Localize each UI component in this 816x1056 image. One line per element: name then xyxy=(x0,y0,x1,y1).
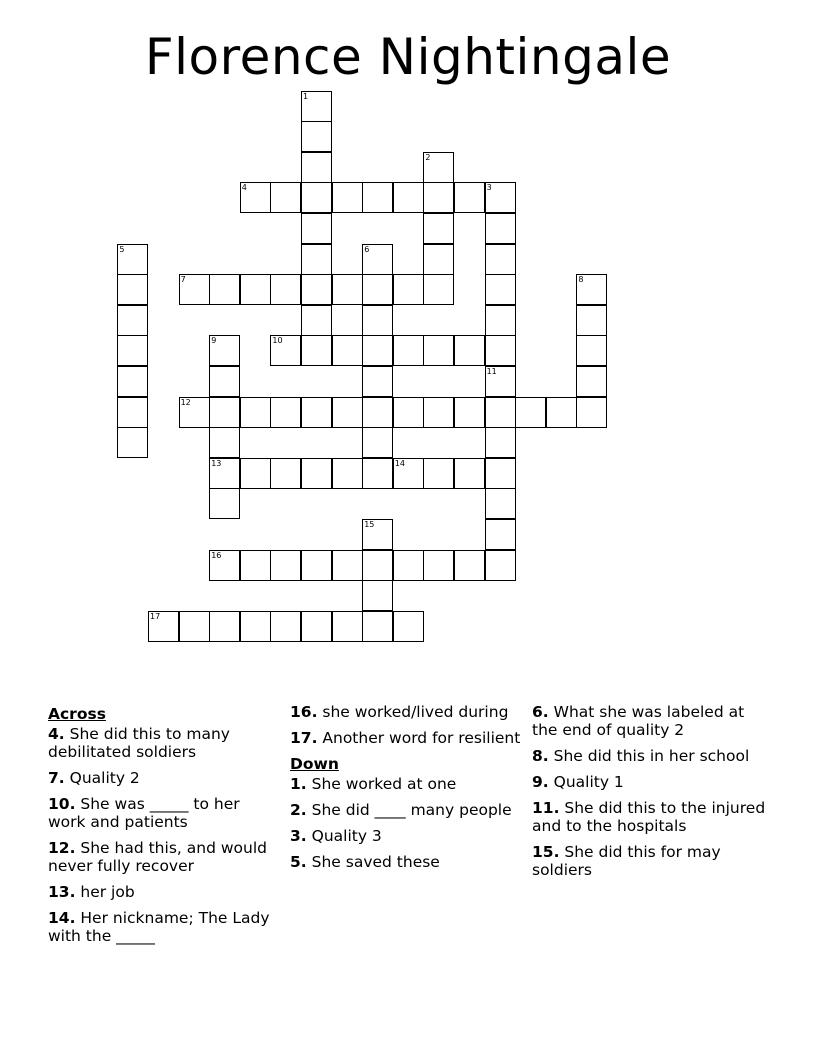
clue-number: 8 xyxy=(578,275,584,285)
grid-cell[interactable] xyxy=(485,274,516,305)
across-clue xyxy=(48,909,280,945)
grid-cell[interactable] xyxy=(362,458,393,489)
across-clue-list xyxy=(48,725,280,945)
grid-cell[interactable] xyxy=(485,335,516,366)
clue-number-label: 3. xyxy=(290,827,307,845)
grid-cell[interactable] xyxy=(393,397,424,428)
across-clue xyxy=(48,883,280,901)
grid-cell[interactable] xyxy=(332,458,363,489)
grid-cell[interactable] xyxy=(301,397,332,428)
grid-cell[interactable] xyxy=(576,366,607,397)
clue-number: 6 xyxy=(364,244,370,254)
grid-cell[interactable] xyxy=(423,213,454,244)
grid-cell[interactable] xyxy=(301,274,332,305)
grid-cell[interactable] xyxy=(515,397,546,428)
clue-text: Quality 1 xyxy=(548,773,624,791)
clue-number: 9 xyxy=(211,336,217,346)
clue-text: Another word for resilient xyxy=(317,729,521,747)
grid-cell[interactable] xyxy=(423,182,454,213)
clue-text: She worked at one xyxy=(306,775,457,793)
grid-cell[interactable] xyxy=(240,458,271,489)
clue-text: She did ____ many people xyxy=(306,801,512,819)
grid-cell[interactable] xyxy=(117,305,148,336)
grid-cell[interactable] xyxy=(393,274,424,305)
grid-cell[interactable] xyxy=(301,213,332,244)
grid-cell[interactable] xyxy=(209,550,240,581)
across-clue xyxy=(290,729,522,747)
clues-column-1 xyxy=(48,703,280,953)
grid-cell[interactable] xyxy=(209,611,240,642)
across-clue xyxy=(48,839,280,875)
clue-number-label: 16. xyxy=(290,703,318,721)
clue-number-label: 6. xyxy=(532,703,549,721)
clue-number: 4 xyxy=(241,183,247,193)
grid-cell[interactable] xyxy=(362,366,393,397)
grid-cell[interactable] xyxy=(270,335,301,366)
grid-cell[interactable] xyxy=(117,244,148,275)
down-clue-list xyxy=(290,775,522,871)
clue-text: She did this to many debilitated soldiers xyxy=(48,725,230,761)
grid-cell[interactable] xyxy=(270,182,301,213)
grid-cell[interactable] xyxy=(209,427,240,458)
grid-cell[interactable] xyxy=(301,550,332,581)
grid-cell[interactable] xyxy=(179,397,210,428)
down-clue xyxy=(532,703,768,739)
clue-number-label: 12. xyxy=(48,839,76,857)
grid-cell[interactable] xyxy=(362,427,393,458)
clue-number-label: 15. xyxy=(532,843,560,861)
grid-cell[interactable] xyxy=(362,580,393,611)
clue-number: 16 xyxy=(211,550,222,560)
clues-column-3 xyxy=(532,703,768,887)
grid-cell[interactable] xyxy=(485,397,516,428)
grid-cell[interactable] xyxy=(117,427,148,458)
grid-cell[interactable] xyxy=(301,335,332,366)
grid-cell[interactable] xyxy=(423,244,454,275)
grid-cell[interactable] xyxy=(209,488,240,519)
grid-cell[interactable] xyxy=(240,397,271,428)
grid-cell[interactable] xyxy=(485,366,516,397)
grid-cell[interactable] xyxy=(240,550,271,581)
grid-cell[interactable] xyxy=(393,182,424,213)
down-clue xyxy=(290,827,522,845)
grid-cell[interactable] xyxy=(362,550,393,581)
grid-cell[interactable] xyxy=(576,274,607,305)
grid-cell[interactable] xyxy=(454,458,485,489)
grid-cell[interactable] xyxy=(240,274,271,305)
grid-cell[interactable] xyxy=(393,611,424,642)
clue-number-label: 10. xyxy=(48,795,76,813)
grid-cell[interactable] xyxy=(209,335,240,366)
grid-cell[interactable] xyxy=(209,397,240,428)
grid-cell[interactable] xyxy=(270,611,301,642)
grid-cell[interactable] xyxy=(332,397,363,428)
clue-text: Quality 3 xyxy=(306,827,382,845)
grid-cell[interactable] xyxy=(454,335,485,366)
grid-cell[interactable] xyxy=(362,305,393,336)
grid-cell[interactable] xyxy=(454,397,485,428)
grid-cell[interactable] xyxy=(332,335,363,366)
clue-number-label: 17. xyxy=(290,729,318,747)
clue-number: 17 xyxy=(150,611,161,621)
clue-text: She did this to the injured and to the hospitals xyxy=(532,799,766,835)
clue-number: 15 xyxy=(364,520,375,529)
grid-cell[interactable] xyxy=(485,550,516,581)
clue-text: She did this in her school xyxy=(548,747,750,765)
grid-cell[interactable] xyxy=(423,397,454,428)
grid-cell[interactable] xyxy=(301,458,332,489)
clue-number-label: 9. xyxy=(532,773,549,791)
clue-number-label: 14. xyxy=(48,909,76,927)
grid-cell[interactable] xyxy=(332,550,363,581)
grid-cell[interactable] xyxy=(485,244,516,275)
clue-number-label: 13. xyxy=(48,883,76,901)
clue-number: 2 xyxy=(425,152,431,162)
grid-cell[interactable] xyxy=(362,182,393,213)
clue-number: 10 xyxy=(272,336,283,346)
clue-number-label: 2. xyxy=(290,801,307,819)
grid-cell[interactable] xyxy=(240,182,271,213)
grid-cell[interactable] xyxy=(485,182,516,213)
grid-cell[interactable] xyxy=(270,550,301,581)
down-heading: Down xyxy=(290,755,339,773)
grid-cell[interactable] xyxy=(362,335,393,366)
clue-number-label: 8. xyxy=(532,747,549,765)
across-clue xyxy=(290,703,522,721)
grid-cell[interactable] xyxy=(546,397,577,428)
clue-number-label: 4. xyxy=(48,725,65,743)
clue-text: Quality 2 xyxy=(64,769,140,787)
page-title: Florence Nightingale xyxy=(144,28,672,86)
grid-cell[interactable] xyxy=(117,366,148,397)
down-clue xyxy=(290,853,522,871)
across-clue xyxy=(48,795,280,831)
grid-cell[interactable] xyxy=(179,274,210,305)
down-clue xyxy=(532,747,768,765)
clue-number: 3 xyxy=(486,183,492,193)
down-clue xyxy=(290,775,522,793)
grid-cell[interactable] xyxy=(423,274,454,305)
clue-number: 13 xyxy=(211,458,222,468)
grid-cell[interactable] xyxy=(117,397,148,428)
across-heading: Across xyxy=(48,705,106,723)
grid-cell[interactable] xyxy=(301,244,332,275)
clues-column-2 xyxy=(290,703,522,879)
grid-cell[interactable] xyxy=(209,458,240,489)
clue-text: She did this for may soldiers xyxy=(532,843,721,879)
grid-cell[interactable] xyxy=(270,274,301,305)
grid-cell[interactable] xyxy=(454,550,485,581)
grid-cell[interactable] xyxy=(362,274,393,305)
clue-text: She was _____ to her work and patients xyxy=(48,795,240,831)
grid-cell[interactable] xyxy=(301,182,332,213)
grid-cell[interactable] xyxy=(240,611,271,642)
clue-number: 11 xyxy=(486,367,497,376)
grid-cell[interactable] xyxy=(362,397,393,428)
grid-cell[interactable] xyxy=(270,397,301,428)
grid-cell[interactable] xyxy=(117,274,148,305)
grid-cell[interactable] xyxy=(423,458,454,489)
clue-number-label: 11. xyxy=(532,799,560,817)
grid-cell[interactable] xyxy=(209,274,240,305)
across-clue xyxy=(48,725,280,761)
clue-number-label: 1. xyxy=(290,775,307,793)
down-clue xyxy=(532,799,768,835)
grid-cell[interactable] xyxy=(209,366,240,397)
grid-cell[interactable] xyxy=(117,335,148,366)
clue-text: Her nickname; The Lady with the _____ xyxy=(48,909,270,945)
clue-number-label: 5. xyxy=(290,853,307,871)
grid-cell[interactable] xyxy=(393,550,424,581)
clue-text: her job xyxy=(75,883,135,901)
grid-cell[interactable] xyxy=(332,611,363,642)
grid-cell[interactable] xyxy=(576,397,607,428)
clue-text: She saved these xyxy=(306,853,440,871)
grid-cell[interactable] xyxy=(270,458,301,489)
grid-cell[interactable] xyxy=(485,488,516,519)
across-clue-list-continued xyxy=(290,703,522,747)
clue-text: She had this, and would never fully recover xyxy=(48,839,267,875)
grid-cell[interactable] xyxy=(393,458,424,489)
grid-cell[interactable] xyxy=(485,305,516,336)
clue-number: 1 xyxy=(303,91,309,101)
grid-cell[interactable] xyxy=(454,182,485,213)
clue-number: 12 xyxy=(180,397,191,407)
clue-number-label: 7. xyxy=(48,769,65,787)
grid-cell[interactable] xyxy=(301,611,332,642)
grid-cell[interactable] xyxy=(362,519,393,550)
down-clue xyxy=(290,801,522,819)
grid-cell[interactable] xyxy=(332,274,363,305)
across-clue xyxy=(48,769,280,787)
grid-cell[interactable] xyxy=(332,182,363,213)
grid-cell[interactable] xyxy=(301,305,332,336)
grid-cell[interactable] xyxy=(423,335,454,366)
grid-cell[interactable] xyxy=(148,611,179,642)
grid-cell[interactable] xyxy=(393,335,424,366)
grid-cell[interactable] xyxy=(301,152,332,183)
clue-text: What she was labeled at the end of quality 2 xyxy=(532,703,745,739)
grid-cell[interactable] xyxy=(485,458,516,489)
down-clue xyxy=(532,773,768,791)
down-clue-list-continued xyxy=(532,703,768,879)
grid-cell[interactable] xyxy=(362,244,393,275)
grid-cell[interactable] xyxy=(423,152,454,183)
grid-cell[interactable] xyxy=(301,91,332,122)
clue-number: 5 xyxy=(119,244,125,254)
grid-cell[interactable] xyxy=(576,305,607,336)
grid-cell[interactable] xyxy=(485,427,516,458)
grid-cell[interactable] xyxy=(301,121,332,152)
clue-text: she worked/lived during xyxy=(317,703,509,721)
grid-cell[interactable] xyxy=(179,611,210,642)
grid-cell[interactable] xyxy=(485,519,516,550)
grid-cell[interactable] xyxy=(576,335,607,366)
clue-number: 14 xyxy=(394,458,405,468)
clue-number: 7 xyxy=(180,275,186,285)
grid-cell[interactable] xyxy=(362,611,393,642)
grid-cell[interactable] xyxy=(485,213,516,244)
grid-cell[interactable] xyxy=(423,550,454,581)
down-clue xyxy=(532,843,768,879)
